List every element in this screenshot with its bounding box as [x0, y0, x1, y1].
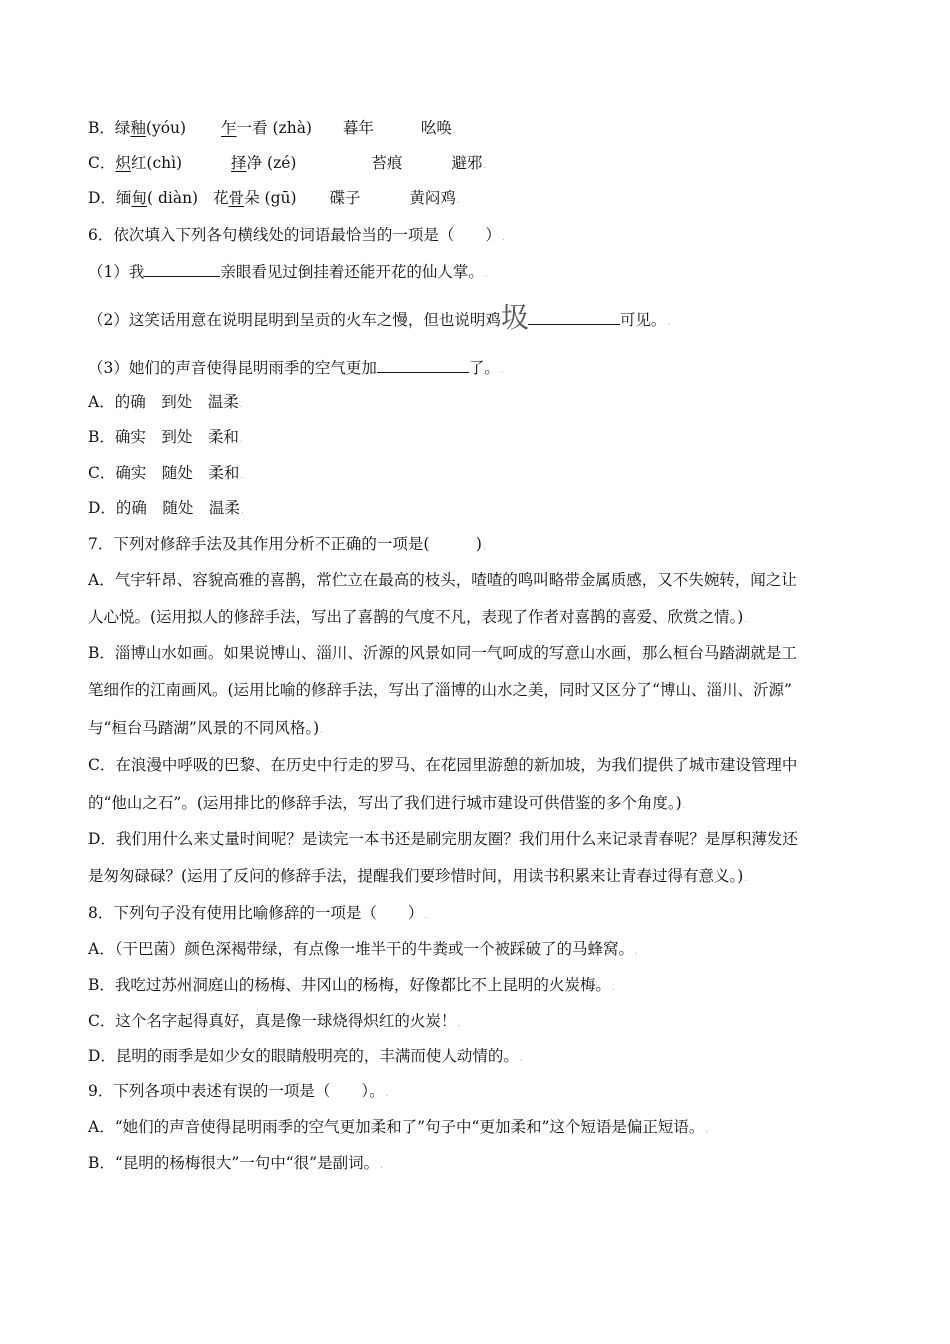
q8-option-c: C．这个名字起得真好，真是像一球烧得炽红的火炭！.	[88, 1012, 461, 1030]
q7-option-b-line-2: 笔细作的江南画风。(运用比喻的修辞手法，写出了淄博的山水之美，同时又区分了“博山、淄川、沂源”	[88, 681, 792, 699]
q6-option-d: D．的确 随处 温柔.	[88, 499, 244, 517]
q6-sentence-3: （3）她们的声音使得昆明雨季的空气更加 了。.	[88, 356, 504, 381]
q9-option-a: A．“她们的声音使得昆明雨季的空气更加柔和了”句子中“更加柔和”这个短语是偏正短语。.	[88, 1118, 709, 1136]
q5-option-c: C．炽红(chì) 择净 (zé) 苔痕 避邪.	[88, 154, 487, 172]
q8-stem: 8．下列句子没有使用比喻修辞的一项是（ ）.	[88, 904, 428, 922]
q6-sentence-2: （2）这笑话用意在说明昆明到呈贡的火车之慢，但也说明鸡圾 可见。.	[88, 301, 671, 334]
image-glyph: 圾	[500, 301, 528, 334]
q8-option-d: D．昆明的雨季是如少女的眼睛般明亮的，丰满而使人动情的。.	[88, 1047, 523, 1065]
q5-option-b: B．绿釉(yóu) 乍一看 (zhà) 暮年 吆唤.	[88, 119, 456, 137]
q7-option-a-line-1: A．气宇轩昂、容貌高雅的喜鹊，常伫立在最高的枝头，喳喳的鸣叫略带金属质感，又不失婉转，闻之让	[88, 571, 797, 589]
q7-option-b-line-1: B．淄博山水如画。如果说博山、淄川、沂源的风景如同一气呵成的写意山水画，那么桓台马踏湖就是工	[88, 644, 797, 662]
q5-option-d: D．缅甸( diàn) 花骨朵 (gū) 碟子 黄闷鸡.	[88, 189, 460, 207]
answer-blank	[377, 356, 469, 373]
q7-option-c-line-2: 的“他山之石”。(运用排比的修辞手法，写出了我们进行城市建设可供借鉴的多个角度。).	[88, 794, 686, 812]
answer-blank	[528, 308, 620, 325]
q7-option-b-line-3: 与“桓台马踏湖”风景的不同风格。).	[88, 719, 324, 737]
q8-option-b: B．我吃过苏州洞庭山的杨梅、井冈山的杨梅，好像都比不上昆明的火炭梅。.	[88, 976, 615, 994]
q9-stem: 9．下列各项中表述有误的一项是（ ）。.	[88, 1082, 389, 1100]
q7-option-d-line-1: D．我们用什么来丈量时间呢？是读完一本书还是刷完朋友圈？我们用什么来记录青春呢？是厚积薄发还	[88, 830, 798, 848]
q6-sentence-1: （1）我 亲眼看见过倒挂着还能开花的仙人掌。.	[88, 260, 488, 285]
q7-option-c-line-1: C．在浪漫中呼吸的巴黎、在历史中行走的罗马、在花园里游憩的新加坡，为我们提供了城市建设管理中	[88, 756, 798, 774]
q9-option-b: B．“昆明的杨梅很大”一句中“很”是副词。.	[88, 1154, 383, 1172]
q6-option-b: B．确实 到处 柔和.	[88, 428, 243, 446]
q7-stem: 7．下列对修辞手法及其作用分析不正确的一项是( ).	[88, 535, 486, 553]
q6-option-a: A．的确 到处 温柔.	[88, 393, 243, 411]
q8-option-a: A．（干巴菌）颜色深褐带绿，有点像一堆半干的牛粪或一个被踩破了的马蜂窝。.	[88, 940, 638, 958]
q7-option-d-line-2: 是匆匆碌碌？(运用了反问的修辞手法，提醒我们要珍惜时间，用读书积累来让青春过得有意义。).	[88, 867, 748, 885]
q6-stem: 6．依次填入下列各句横线处的词语最恰当的一项是（ ）.	[88, 226, 505, 244]
q7-option-a-line-2: 人心悦。(运用拟人的修辞手法，写出了喜鹊的气度不凡，表现了作者对喜鹊的喜爱、欣赏之情。).	[88, 608, 748, 626]
q6-option-c: C．确实 随处 柔和.	[88, 464, 244, 482]
answer-blank	[144, 260, 220, 277]
